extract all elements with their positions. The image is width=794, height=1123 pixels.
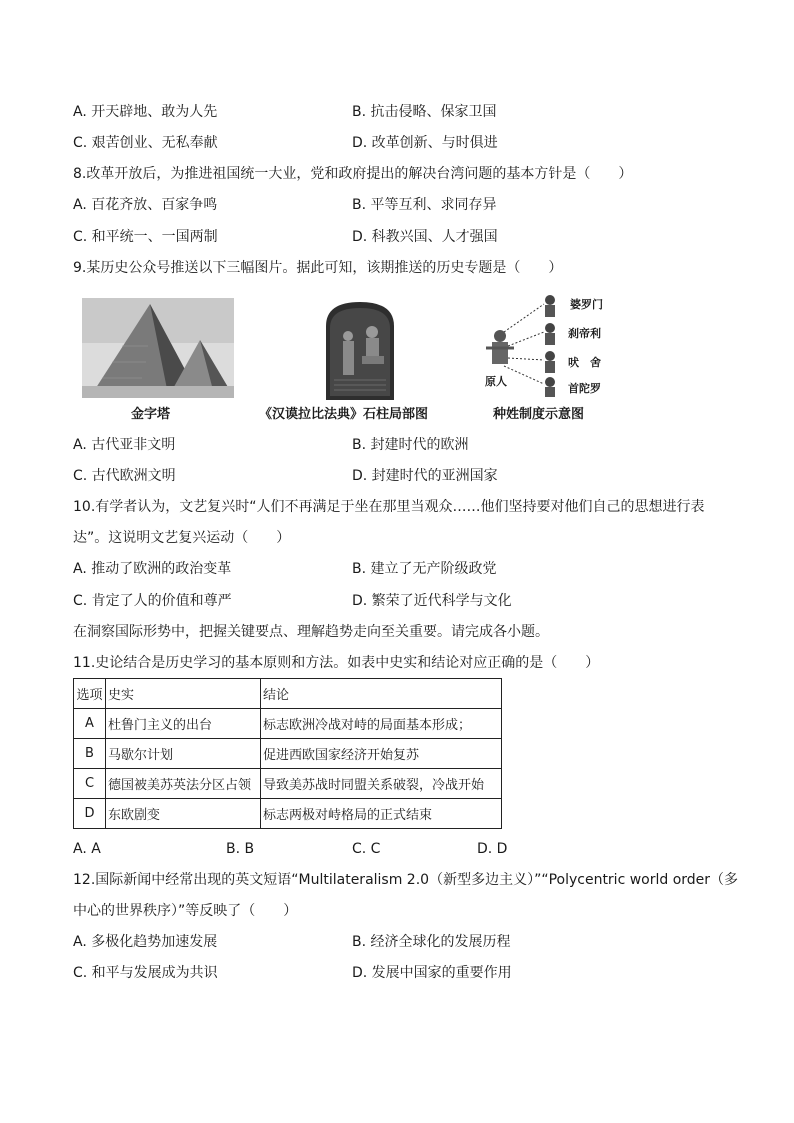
q10-option-d: D. 繁荣了近代科学与文化 bbox=[352, 593, 512, 609]
q9-stem: 9.某历史公众号推送以下三幅图片。据此可知，该期推送的历史专题是（ ） bbox=[73, 260, 563, 276]
q11-option-c: C. C bbox=[352, 841, 381, 857]
table-cell: 标志欧洲冷战对峙的局面基本形成； bbox=[261, 709, 502, 739]
q12-option-b: B. 经济全球化的发展历程 bbox=[352, 934, 511, 950]
table-cell: C bbox=[74, 769, 106, 799]
caste-label-vaishya: 吠 舍 bbox=[568, 356, 601, 369]
table-row bbox=[74, 709, 502, 739]
q8-option-b: B. 平等互利、求同存异 bbox=[352, 197, 497, 213]
hammurabi-caption: 《汉谟拉比法典》石柱局部图 bbox=[259, 407, 429, 422]
table-cell: B bbox=[74, 739, 106, 769]
table-cell: 导致美苏战时同盟关系破裂，冷战开始 bbox=[261, 769, 502, 799]
table-cell: 东欧剧变 bbox=[106, 799, 261, 829]
table-header-row bbox=[74, 679, 502, 709]
q10-option-b: B. 建立了无产阶级政党 bbox=[352, 561, 497, 577]
table-cell: A bbox=[74, 709, 106, 739]
q11-table bbox=[73, 678, 502, 829]
pyramid-image bbox=[82, 298, 234, 402]
table-cell: 德国被美苏英法分区占领 bbox=[106, 769, 261, 799]
hammurabi-stele-image bbox=[322, 300, 398, 404]
table-header-fact: 史实 bbox=[106, 679, 261, 709]
caste-caption: 种姓制度示意图 bbox=[493, 407, 585, 422]
q10-stem-line2: 达”。这说明文艺复兴运动（ ） bbox=[73, 530, 291, 546]
q10-option-c: C. 肯定了人的价值和尊严 bbox=[73, 593, 232, 609]
q7-option-d: D. 改革创新、与时俱进 bbox=[352, 135, 498, 151]
table-cell: 标志两极对峙格局的正式结束 bbox=[261, 799, 502, 829]
table-cell: D bbox=[74, 799, 106, 829]
q12-option-c: C. 和平与发展成为共识 bbox=[73, 965, 218, 981]
pyramid-caption: 金字塔 bbox=[131, 407, 171, 422]
q7-option-b: B. 抗击侵略、保家卫国 bbox=[352, 104, 497, 120]
q12-stem-line1: 12.国际新闻中经常出现的英文短语“Multilateralism 2.0（新型多边主义）”“Polycentric world order（多 bbox=[73, 872, 739, 888]
table-row bbox=[74, 799, 502, 829]
q9-option-c: C. 古代欧洲文明 bbox=[73, 468, 176, 484]
q8-option-a: A. 百花齐放、百家争鸣 bbox=[73, 197, 218, 213]
table-cell: 马歇尔计划 bbox=[106, 739, 261, 769]
section-intro: 在洞察国际形势中，把握关键要点、理解趋势走向至关重要。请完成各小题。 bbox=[73, 624, 549, 640]
q9-option-d: D. 封建时代的亚洲国家 bbox=[352, 468, 498, 484]
q8-option-d: D. 科教兴国、人才强国 bbox=[352, 229, 498, 245]
caste-label-brahmin: 婆罗门 bbox=[570, 298, 603, 311]
q7-option-a: A. 开天辟地、敢为人先 bbox=[73, 104, 218, 120]
q8-option-c: C. 和平统一、一国两制 bbox=[73, 229, 218, 245]
table-row bbox=[74, 769, 502, 799]
q11-option-d: D. D bbox=[477, 841, 508, 857]
q8-stem: 8.改革开放后，为推进祖国统一大业，党和政府提出的解决台湾问题的基本方针是（ ） bbox=[73, 166, 633, 182]
caste-label-kshatriya: 刹帝利 bbox=[568, 327, 601, 340]
table-cell: 促进西欧国家经济开始复苏 bbox=[261, 739, 502, 769]
q11-stem: 11.史论结合是历史学习的基本原则和方法。如表中史实和结论对应正确的是（ ） bbox=[73, 655, 600, 671]
q12-option-a: A. 多极化趋势加速发展 bbox=[73, 934, 218, 950]
q12-stem-line2: 中心的世界秩序）”等反映了（ ） bbox=[73, 903, 298, 919]
q10-option-a: A. 推动了欧洲的政治变革 bbox=[73, 561, 232, 577]
caste-label-purusha: 原人 bbox=[485, 375, 507, 388]
table-header-conclusion: 结论 bbox=[261, 679, 502, 709]
q9-option-a: A. 古代亚非文明 bbox=[73, 437, 176, 453]
q11-option-a: A. A bbox=[73, 841, 101, 857]
q10-stem-line1: 10.有学者认为，文艺复兴时“人们不再满足于坐在那里当观众……他们坚持要对他们自己的思想进行表 bbox=[73, 499, 705, 515]
table-header-option: 选项 bbox=[74, 679, 106, 709]
q11-option-b: B. B bbox=[226, 841, 255, 857]
q12-option-d: D. 发展中国家的重要作用 bbox=[352, 965, 512, 981]
table-cell: 杜鲁门主义的出台 bbox=[106, 709, 261, 739]
table-row bbox=[74, 739, 502, 769]
caste-label-shudra: 首陀罗 bbox=[568, 382, 601, 395]
q7-option-c: C. 艰苦创业、无私奉献 bbox=[73, 135, 218, 151]
q9-option-b: B. 封建时代的欧洲 bbox=[352, 437, 469, 453]
